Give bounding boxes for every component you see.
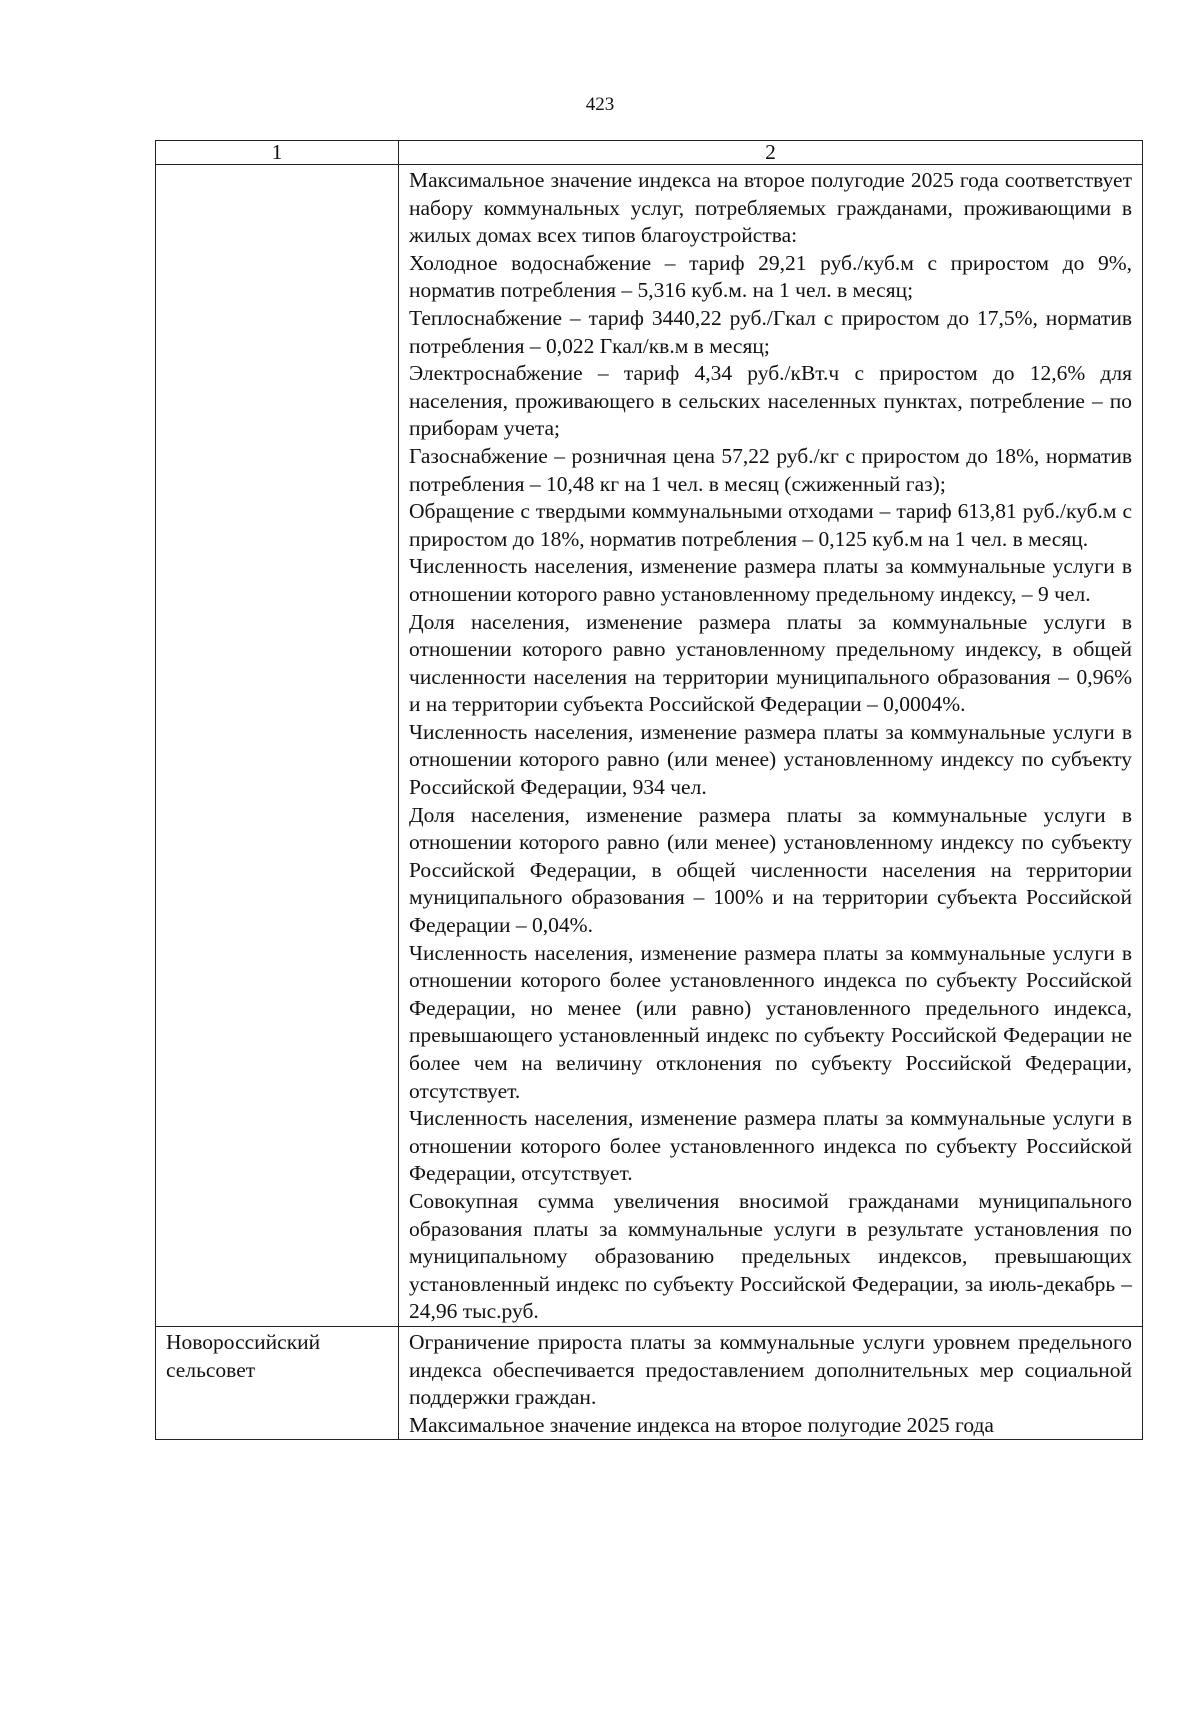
paragraph: Численность населения, изменение размера платы за коммунальные услуги в отношении которого более установленного индекса по субъекту Российской Федерации, но менее (или равно) установленного предельного индекса, превышающего установленный индекс по субъекту Российской Федерации не более чем на величину отклонения по субъекту Российской Федерации, отсутствует. [409,940,1132,1103]
paragraph: Электроснабжение – тариф 4,34 руб./кВт.ч с приростом до 12,6% для населения, проживающего в сельских населенных пунктах, потребление – по приборам учета; [409,361,1132,441]
municipality-name-cell [156,1326,399,1439]
paragraph: Газоснабжение – розничная цена 57,22 руб./кг с приростом до 18%, норматив потребления – 10,48 кг на 1 чел. в месяц (сжиженный газ); [409,443,1132,496]
column-header-2: 2 [399,141,1143,165]
table-row [156,1326,1143,1439]
paragraph: Совокупная сумма увеличения вносимой гражданами муниципального образования платы за коммунальные услуги в результате установления по муниципальному образованию предельных индексов, превышающих установленный индекс по субъекту Российской Федерации, за июль-декабрь – 24,96 тыс.руб. [409,1188,1132,1324]
paragraph: Максимальное значение индекса на второе полугодие 2025 года соответствует набору коммунальных услуг, потребляемых гражданами, проживающими в жилых домах всех типов благоустройства: [409,168,1132,248]
description-cell [399,165,1143,1327]
column-header-1: 1 [156,141,399,165]
municipality-name-line: сельсовет [166,1357,256,1382]
paragraph: Холодное водоснабжение – тариф 29,21 руб./куб.м с приростом до 9%, норматив потребления – 5,316 куб.м. на 1 чел. в месяц; [409,250,1132,303]
paragraph: Численность населения, изменение размера платы за коммунальные услуги в отношении которого равно установленному предельному индексу, – 9 чел. [409,554,1132,606]
paragraph: Теплоснабжение – тариф 3440,22 руб./Гкал с приростом до 17,5%, норматив потребления – 0,022 Гкал/кв.м в месяц; [409,305,1132,358]
paragraph: Численность населения, изменение размера платы за коммунальные услуги в отношении которого равно (или менее) установленному индексу по субъекту Российской Федерации, 934 чел. [409,719,1132,800]
paragraph: Максимальное значение индекса на второе полугодие 2025 года [409,1412,994,1437]
table-row [156,165,1143,1327]
page-number: 423 [585,94,615,115]
paragraph: Численность населения, изменение размера платы за коммунальные услуги в отношении которого более установленного индекса по субъекту Российской Федерации, отсутствует. [409,1106,1132,1186]
document-table [155,140,1143,1440]
paragraph: Ограничение прироста платы за коммунальные услуги уровнем предельного индекса обеспечивается предоставлением дополнительных мер социальной поддержки граждан. [409,1329,1132,1410]
municipality-cell-empty [156,165,399,1327]
table-header-row [156,141,1143,165]
municipality-name-line: Новороссийский [166,1329,321,1354]
paragraph: Обращение с твердыми коммунальными отходами – тариф 613,81 руб./куб.м с приростом до 18%, норматив потребления – 0,125 куб.м на 1 чел. в месяц. [409,499,1132,551]
description-cell [399,1326,1143,1439]
paragraph: Доля населения, изменение размера платы за коммунальные услуги в отношении которого равно установленному предельному индексу, в общей численности населения на территории муниципального образования – 0,96% и на территории субъекта Российской Федерации – 0,0004%. [409,609,1132,717]
paragraph: Доля населения, изменение размера платы за коммунальные услуги в отношении которого равно (или менее) установленному индексу по субъекту Российской Федерации, в общей численности населения на территории муниципального образования – 100% и на территории субъекта Российской Федерации – 0,04%. [409,802,1132,938]
